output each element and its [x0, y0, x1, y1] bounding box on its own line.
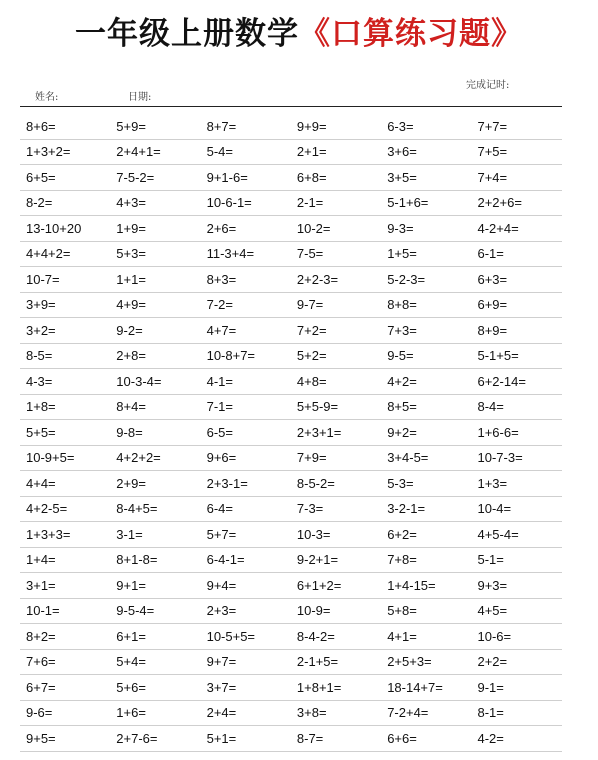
problem-row [20, 293, 562, 319]
problem-cell: 6-4-1= [206, 552, 245, 568]
problem-cell: 2+3= [206, 603, 237, 619]
problem-cell: 6+2-14= [477, 373, 526, 389]
problem-cell: 9+9= [296, 118, 327, 134]
problem-cell: 7+5= [477, 144, 508, 160]
problem-cell: 7+6= [26, 654, 56, 670]
problem-cell: 9+3= [477, 577, 508, 593]
problem-cell: 3+7= [206, 679, 237, 695]
problem-cell: 2+4+1= [116, 144, 161, 160]
problem-cell: 6+2= [387, 526, 417, 542]
problem-cell: 1+6-6= [477, 424, 519, 440]
problem-row [20, 573, 562, 599]
problem-grid [20, 114, 562, 752]
problem-cell: 7-3= [296, 501, 324, 517]
problem-cell: 1+3= [477, 475, 508, 491]
problem-cell: 5+4= [116, 654, 146, 670]
problem-cell: 8-2= [26, 195, 53, 211]
problem-cell: 8+4= [116, 399, 146, 415]
problem-cell: 6+3= [477, 271, 508, 287]
problem-cell: 7+2= [296, 322, 327, 338]
problem-row [20, 726, 562, 752]
problem-cell: 6-4= [206, 501, 233, 517]
problem-cell: 4+3= [116, 195, 146, 211]
problem-cell: 10-6-1= [206, 195, 252, 211]
problem-cell: 2+1= [296, 144, 327, 160]
problem-cell: 8+9= [477, 322, 508, 338]
problem-cell: 7+3= [387, 322, 417, 338]
problem-cell: 9-1= [477, 679, 504, 695]
problem-cell: 2+3+1= [296, 424, 342, 440]
problem-cell: 3+2= [26, 322, 56, 338]
problem-cell: 8-4-2= [296, 628, 335, 644]
problem-row [20, 471, 562, 497]
problem-cell: 3+5= [387, 169, 417, 185]
problem-cell: 10-5+5= [206, 628, 256, 644]
problem-cell: 10-9= [296, 603, 331, 619]
problem-row [20, 420, 562, 446]
problem-cell: 8-7= [296, 730, 324, 746]
problem-cell: 1+3+2= [26, 144, 71, 160]
problem-cell: 8-4= [477, 399, 504, 415]
problem-row [20, 497, 562, 523]
problem-cell: 5+7= [206, 526, 237, 542]
problem-cell: 5+5= [26, 424, 56, 440]
problem-row [20, 395, 562, 421]
problem-cell: 7-5= [296, 246, 324, 262]
problem-cell: 8+1-8= [116, 552, 158, 568]
problem-cell: 3+6= [387, 144, 417, 160]
header-divider [20, 106, 562, 107]
problem-cell: 2+5+3= [387, 654, 432, 670]
problem-cell: 5-1+6= [387, 195, 429, 211]
problem-cell: 13-10+20 [26, 220, 82, 236]
problem-cell: 6+7= [26, 679, 56, 695]
problem-cell: 9+1= [116, 577, 146, 593]
problem-cell: 5+2= [296, 348, 327, 364]
problem-cell: 10-9+5= [26, 450, 75, 466]
problem-cell: 18-14+7= [387, 679, 443, 695]
problem-cell: 9+2= [387, 424, 417, 440]
problem-cell: 2+2-3= [296, 271, 339, 287]
problem-cell: 2-1= [296, 195, 324, 211]
problem-row [20, 344, 562, 370]
problem-cell: 2+7-6= [116, 730, 158, 746]
problem-cell: 8+2= [26, 628, 56, 644]
problem-cell: 4+2= [387, 373, 417, 389]
problem-cell: 9+5= [26, 730, 56, 746]
problem-row [20, 369, 562, 395]
problem-cell: 9+7= [206, 654, 237, 670]
problem-row [20, 114, 562, 140]
problem-cell: 7-2+4= [387, 705, 429, 721]
problem-cell: 6-1= [477, 246, 504, 262]
problem-cell: 4+5-4= [477, 526, 519, 542]
problem-cell: 7-1= [206, 399, 233, 415]
problem-row [20, 599, 562, 625]
problem-row [20, 267, 562, 293]
problem-cell: 5-4= [206, 144, 233, 160]
problem-cell: 4-2= [477, 730, 504, 746]
date-label: 日期: [128, 92, 152, 103]
problem-cell: 3+8= [296, 705, 327, 721]
problem-cell: 1+8+1= [296, 679, 342, 695]
problem-cell: 4+9= [116, 297, 146, 313]
problem-cell: 4-1= [206, 373, 233, 389]
problem-cell: 8+5= [387, 399, 417, 415]
problem-cell: 7-5-2= [116, 169, 155, 185]
problem-cell: 9-6= [26, 705, 53, 721]
problem-row [20, 318, 562, 344]
problem-cell: 1+4= [26, 552, 56, 568]
problem-cell: 9+1-6= [206, 169, 248, 185]
problem-cell: 10-8+7= [206, 348, 256, 364]
problem-cell: 2+2+6= [477, 195, 522, 211]
problem-cell: 9+4= [206, 577, 237, 593]
problem-cell: 8+7= [206, 118, 237, 134]
problem-row [20, 165, 562, 191]
problem-cell: 4+5= [477, 603, 508, 619]
problem-row [20, 191, 562, 217]
problem-cell: 4-3= [26, 373, 53, 389]
problem-cell: 10-2= [296, 220, 331, 236]
problem-cell: 2+8= [116, 348, 146, 364]
problem-cell: 6-5= [206, 424, 233, 440]
problem-cell: 6+8= [296, 169, 327, 185]
problem-cell: 4-2+4= [477, 220, 519, 236]
problem-row [20, 446, 562, 472]
problem-cell: 5+6= [116, 679, 146, 695]
problem-cell: 2+6= [206, 220, 237, 236]
problem-cell: 10-1= [26, 603, 60, 619]
problem-cell: 1+3+3= [26, 526, 71, 542]
problem-cell: 7+8= [387, 552, 417, 568]
problem-cell: 5+8= [387, 603, 417, 619]
problem-cell: 7+7= [477, 118, 508, 134]
problem-cell: 10-7-3= [477, 450, 523, 466]
problem-cell: 6+9= [477, 297, 508, 313]
problem-cell: 8+6= [26, 118, 56, 134]
problem-cell: 9-7= [296, 297, 324, 313]
problem-cell: 4+7= [206, 322, 237, 338]
problem-cell: 10-6= [477, 628, 512, 644]
problem-cell: 4+1= [387, 628, 417, 644]
problem-cell: 6+5= [26, 169, 56, 185]
problem-cell: 4+4= [26, 475, 56, 491]
problem-cell: 10-3-4= [116, 373, 162, 389]
problem-cell: 5-2-3= [387, 271, 426, 287]
problem-cell: 4+4+2= [26, 246, 71, 262]
problem-cell: 7+9= [296, 450, 327, 466]
problem-cell: 5+3= [116, 246, 146, 262]
problem-cell: 5+1= [206, 730, 237, 746]
problem-cell: 8+8= [387, 297, 417, 313]
problem-cell: 1+6= [116, 705, 146, 721]
timer-label: 完成记时: [466, 80, 510, 91]
problem-cell: 1+5= [387, 246, 417, 262]
problem-cell: 8-5-2= [296, 475, 335, 491]
page-title [0, 14, 598, 54]
problem-cell: 7+4= [477, 169, 508, 185]
problem-cell: 5-1+5= [477, 348, 519, 364]
problem-cell: 5-3= [387, 475, 414, 491]
title-bracket: 《口算练习题》 [299, 16, 523, 52]
problem-cell: 4+8= [296, 373, 327, 389]
problem-row [20, 650, 562, 676]
problem-cell: 8+3= [206, 271, 237, 287]
problem-cell: 2-1+5= [296, 654, 339, 670]
problem-cell: 6-3= [387, 118, 414, 134]
problem-cell: 9-2+1= [296, 552, 339, 568]
title-main: 一年级上册数学 [75, 16, 299, 52]
problem-cell: 4+2-5= [26, 501, 68, 517]
problem-cell: 3-1= [116, 526, 143, 542]
problem-cell: 9-8= [116, 424, 143, 440]
problem-cell: 9-2= [116, 322, 143, 338]
problem-cell: 2+3-1= [206, 475, 248, 491]
problem-cell: 3+4-5= [387, 450, 429, 466]
problem-cell: 1+1= [116, 271, 146, 287]
problem-row [20, 140, 562, 166]
problem-cell: 3+9= [26, 297, 56, 313]
problem-row [20, 701, 562, 727]
problem-cell: 6+6= [387, 730, 417, 746]
problem-cell: 4+2+2= [116, 450, 161, 466]
problem-cell: 1+4-15= [387, 577, 436, 593]
problem-cell: 9-3= [387, 220, 414, 236]
problem-cell: 7-2= [206, 297, 233, 313]
problem-cell: 1+9= [116, 220, 146, 236]
problem-cell: 5+5-9= [296, 399, 339, 415]
problem-cell: 11-3+4= [206, 246, 255, 262]
problem-cell: 6+1+2= [296, 577, 342, 593]
name-label: 姓名: [35, 92, 59, 103]
problem-cell: 1+8= [26, 399, 56, 415]
problem-cell: 3+1= [26, 577, 56, 593]
problem-cell: 8-1= [477, 705, 504, 721]
problem-row [20, 242, 562, 268]
problem-cell: 8-4+5= [116, 501, 158, 517]
problem-row [20, 522, 562, 548]
problem-cell: 9+6= [206, 450, 237, 466]
problem-cell: 8-5= [26, 348, 53, 364]
problem-row [20, 548, 562, 574]
problem-cell: 2+9= [116, 475, 146, 491]
problem-cell: 2+4= [206, 705, 237, 721]
problem-cell: 5+9= [116, 118, 146, 134]
problem-row [20, 216, 562, 242]
problem-row [20, 624, 562, 650]
problem-cell: 2+2= [477, 654, 508, 670]
problem-cell: 5-1= [477, 552, 504, 568]
problem-cell: 9-5= [387, 348, 414, 364]
problem-cell: 10-4= [477, 501, 512, 517]
problem-cell: 10-3= [296, 526, 331, 542]
problem-row [20, 675, 562, 701]
problem-cell: 3-2-1= [387, 501, 426, 517]
problem-cell: 10-7= [26, 271, 60, 287]
problem-cell: 9-5-4= [116, 603, 155, 619]
problem-cell: 6+1= [116, 628, 146, 644]
